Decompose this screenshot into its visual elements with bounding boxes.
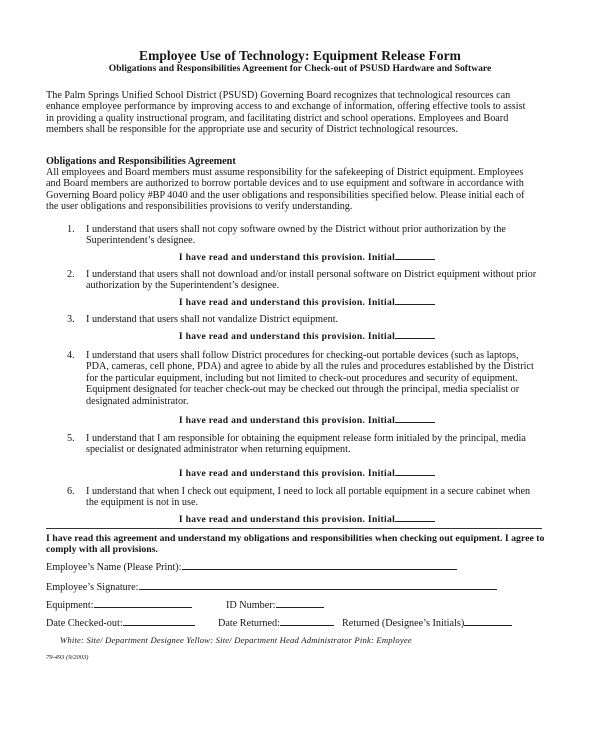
initial-blank[interactable]	[395, 466, 435, 476]
provision-number: 1.	[67, 224, 75, 235]
employee-signature-blank[interactable]	[139, 580, 497, 590]
initial-blank[interactable]	[395, 250, 435, 260]
employee-name-blank[interactable]	[182, 560, 457, 570]
acknowledgement-initial-line[interactable]	[87, 329, 527, 342]
returned-initials-blank[interactable]	[464, 616, 512, 626]
returned-initials-label: Returned (Designee’s Initials)	[342, 618, 465, 629]
acknowledgement-text: I have read and understand this provision. Initial	[178, 415, 396, 426]
acknowledgement-initial-line[interactable]	[87, 512, 527, 525]
acknowledgement-initial-line[interactable]	[87, 295, 527, 308]
employee-name-label: Employee’s Name (Please Print):	[46, 562, 182, 573]
initial-blank[interactable]	[395, 413, 435, 423]
provision-text: I understand that I am responsible for obtaining the equipment release form initialed by the principal, media specialist or designated administrator when returning equipment.	[86, 433, 526, 456]
copy-distribution-note: White: Site/ Department Designee Yellow: Site/ Department Head Administrator Pink: Employee	[60, 635, 412, 645]
intro-paragraph: The Palm Springs Unified School District (PSUSD) Governing Board recognizes that technological resources can enhance employee performance by improving access to and exchange of information, offering effective tools to assist in providing a quality instructional program, and facilitating district and school operations. Employees and Board members shall be responsible for the appropriate use and security of District technological resources.	[46, 90, 526, 136]
provision-text: I understand that users shall not copy software owned by the District without prior authorization by the Superintendent’s designee.	[86, 224, 506, 247]
provision-text: I understand that users shall follow District procedures for checking-out portable devices (such as laptops, PDA, cameras, cell phone, PDA) and agree to abide by all the rules and procedures established by the District for the particular equipment, including but not limited to check-out procedures and security of equipment. Equipment designated for teacher check-out may be checked out through the principal, media specialist or designated administrator.	[86, 350, 534, 407]
section-heading: Obligations and Responsibilities Agreement	[46, 156, 236, 167]
acknowledgement-text: I have read and understand this provision. Initial	[178, 297, 396, 308]
returned-initials-field[interactable]	[342, 616, 512, 629]
provision-number: 4.	[67, 350, 75, 361]
provision-number: 5.	[67, 433, 75, 444]
provision-text: I understand that users shall not vandalize District equipment.	[86, 314, 339, 325]
equipment-field[interactable]	[46, 598, 192, 611]
id-number-field[interactable]	[226, 598, 324, 611]
provision-number: 2.	[67, 269, 75, 280]
acknowledgement-text: I have read and understand this provision. Initial	[178, 252, 396, 263]
date-checked-out-label: Date Checked-out:	[46, 618, 123, 629]
employee-signature-field[interactable]	[46, 580, 497, 593]
form-subtitle: Obligations and Responsibilities Agreement for Check-out of PSUSD Hardware and Software	[108, 63, 492, 74]
date-returned-blank[interactable]	[280, 616, 334, 626]
provision-item	[67, 350, 537, 407]
acknowledgement-initial-line[interactable]	[87, 250, 527, 263]
form-title: Employee Use of Technology: Equipment Release Form	[139, 48, 461, 63]
provision-item	[67, 433, 537, 456]
provision-number: 6.	[67, 486, 75, 497]
provision-item	[67, 224, 537, 247]
date-returned-label: Date Returned:	[218, 618, 280, 629]
provision-text: I understand that when I check out equipment, I need to lock all portable equipment in a secure cabinet when the equipment is not in use.	[86, 486, 531, 509]
provision-item	[67, 486, 537, 509]
acknowledgement-text: I have read and understand this provision. Initial	[178, 331, 396, 342]
id-number-blank[interactable]	[276, 598, 324, 608]
employee-signature-label: Employee’s Signature:	[46, 582, 139, 593]
acknowledgement-text: I have read and understand this provision. Initial	[178, 514, 396, 525]
date-checked-out-blank[interactable]	[123, 616, 195, 626]
provision-number: 3.	[67, 314, 75, 325]
provision-item	[67, 269, 537, 292]
employee-name-field[interactable]	[46, 560, 457, 573]
equipment-label: Equipment:	[46, 600, 94, 611]
acknowledgement-initial-line[interactable]	[87, 466, 527, 479]
section-divider	[46, 528, 542, 529]
acknowledgement-text: I have read and understand this provision. Initial	[178, 468, 396, 479]
id-number-label: ID Number:	[226, 600, 276, 611]
section-paragraph: All employees and Board members must assume responsibility for the safekeeping of District equipment. Employees and Board members are authorized to borrow portable devices and to use equipment and software in accordance with Governing Board policy #BP 4040 and the user obligations and responsibilities specified below. Please initial each of the user obligations and responsibilities provisions to verify understanding.	[46, 167, 525, 213]
form-number: 79-493 (9/2003)	[46, 654, 89, 661]
agreement-statement: I have read this agreement and understand my obligations and responsibilities when checking out equipment. I agree to comply with all provisions.	[46, 533, 545, 556]
initial-blank[interactable]	[395, 295, 435, 305]
provision-item	[67, 314, 537, 325]
acknowledgement-initial-line[interactable]	[87, 413, 527, 426]
initial-blank[interactable]	[395, 329, 435, 339]
equipment-blank[interactable]	[94, 598, 192, 608]
date-checked-out-field[interactable]	[46, 616, 195, 629]
date-returned-field[interactable]	[218, 616, 334, 629]
initial-blank[interactable]	[395, 512, 435, 522]
provision-text: I understand that users shall not download and/or install personal software on District equipment without prior authorization by the Superintendent’s designee.	[86, 269, 537, 292]
